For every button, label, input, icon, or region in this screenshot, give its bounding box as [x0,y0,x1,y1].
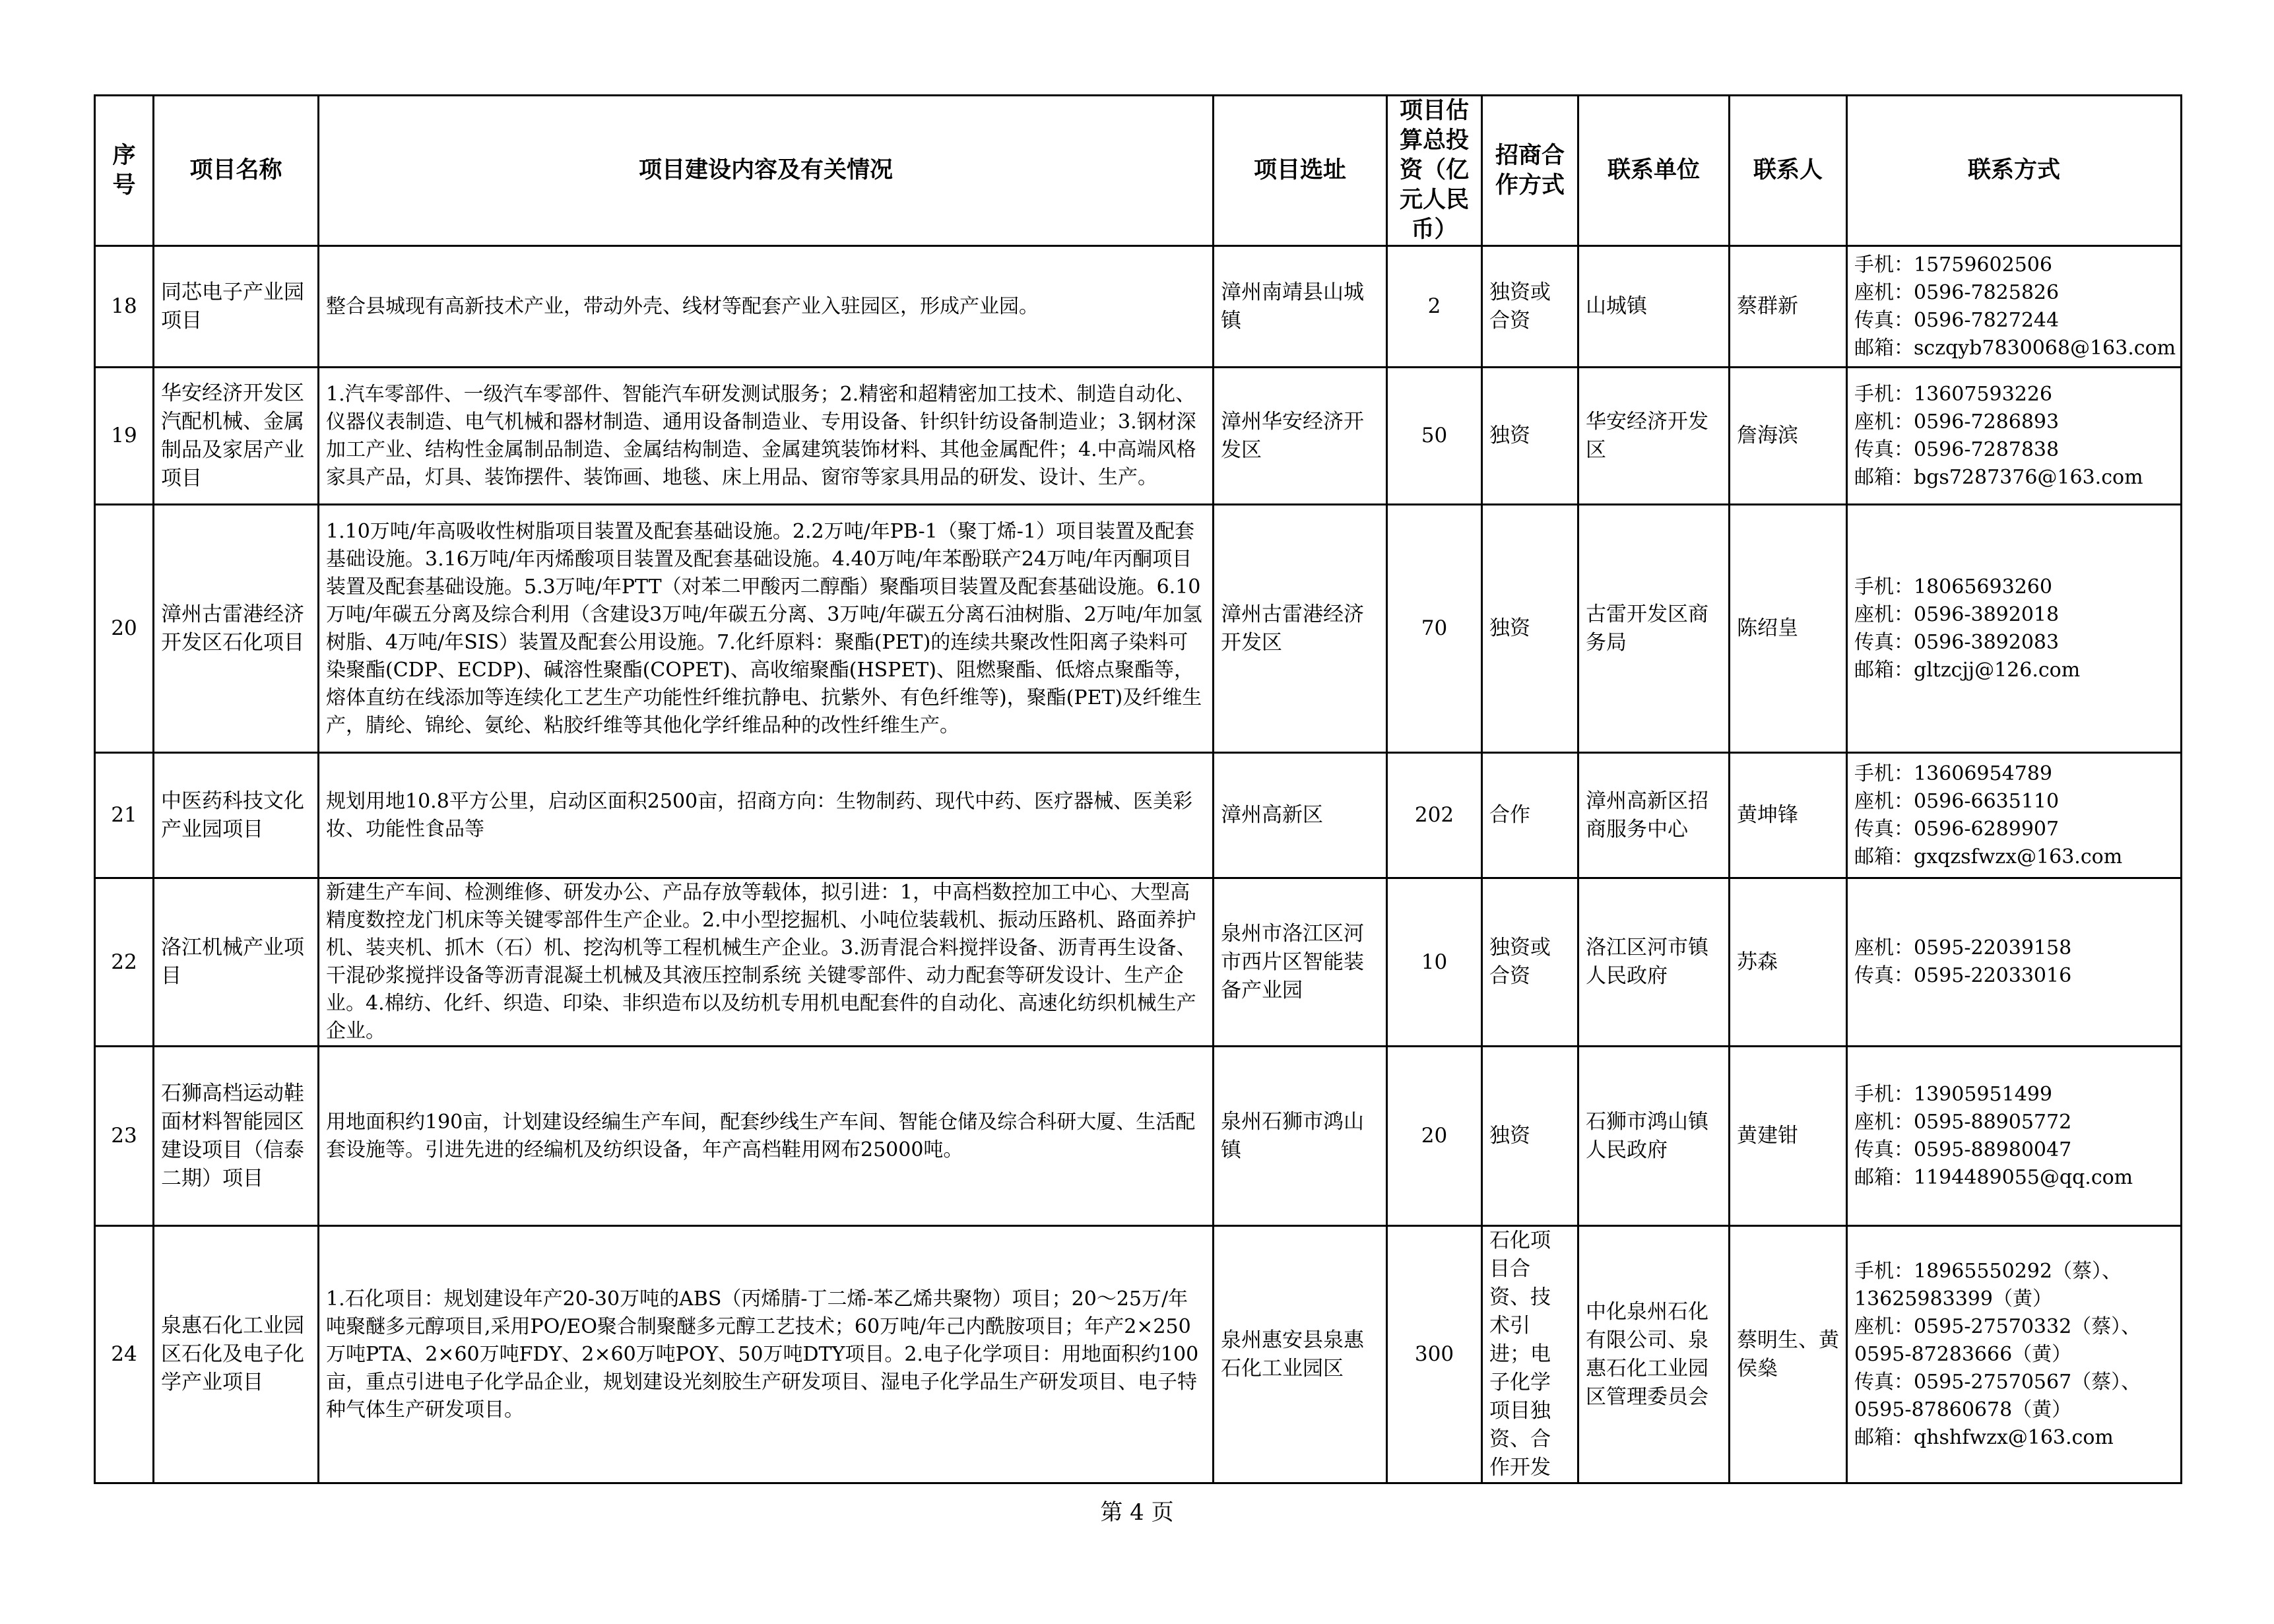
table-row [95,505,2182,753]
row-name-cell: 华安经济开发区汽配机械、金属制品及家居产业项目 [154,368,319,505]
row-content-cell: 新建生产车间、检测维修、研发办公、产品存放等载体，拟引进：1，中高档数控加工中心、大型高精度数控龙门机床等关键零部件生产企业。2.中小型挖掘机、小吨位装载机、振动压路机、路面养护机、装夹机、抓木（石）机、挖沟机等工程机械生产企业。3.沥青混合料搅拌设备、沥青再生设备、干混砂浆搅拌设备等沥青混凝土机械及其液压控制系统 关键零部件、动力配套等研发设计、生产企业。4.棉纺、化纤、织造、印染、非织造布以及纺机专用机电配套件的自动化、高速化纺织机械生产企业。 [319,878,1214,1047]
row-content-cell: 1.石化项目：规划建设年产20-30万吨的ABS（丙烯腈-丁二烯-苯乙烯共聚物）项目；20～25万/年吨聚醚多元醇项目,采用PO/EO聚合制聚醚多元醇工艺技术；60万吨/年己内酰胺项目；年产2×250万吨PTA、2×60万吨FDY、2×60万吨POY、50万吨DTY项目。2.电子化学项目：用地面积约100亩，重点引进电子化学品企业，规划建设光刻胶生产研发项目、湿电子化学品生产研发项目、电子特种气体生产研发项目。 [319,1226,1214,1483]
row-person-cell: 詹海滨 [1730,368,1847,505]
contact-line: 座机：0595-27570332（蔡）、 [1854,1315,2141,1338]
contact-line: 手机：15759602506 [1854,253,2052,276]
contact-line: 手机：13607593226 [1854,382,2052,406]
contact-line: 传真：0596-7287838 [1854,438,2060,461]
page-number: 第 4 页 [1100,1499,1174,1526]
header-row [95,96,2182,246]
contact-line: 座机：0595-22039158 [1854,936,2072,959]
contact-line: 传真：0595-88980047 [1854,1138,2072,1161]
table-row [95,878,2182,1047]
row-person-cell: 苏森 [1730,878,1847,1047]
contact-line: 手机：18965550292（蔡）、 [1854,1259,2122,1283]
row-unit-cell: 山城镇 [1578,246,1730,368]
row-person-cell: 黄建钳 [1730,1047,1847,1226]
row-content-cell: 整合县城现有高新技术产业，带动外壳、线材等配套产业入驻园区，形成产业园。 [319,246,1214,368]
table-row [95,1226,2182,1483]
contact-line: 座机：0596-6635110 [1854,789,2060,813]
row-contact-cell [1847,753,2182,878]
row-content-cell: 用地面积约190亩，计划建设经编生产车间，配套纱线生产车间、智能仓储及综合科研大厦、生活配套设施等。引进先进的经编机及纺织设备，年产高档鞋用网布25000吨。 [319,1047,1214,1226]
row-investment-cell: 300 [1387,1226,1482,1483]
contact-line: 邮箱：bgs7287376@163.com [1854,465,2143,489]
table-row [95,368,2182,505]
row-person-cell: 蔡明生、黄侯燊 [1730,1226,1847,1483]
contact-line: 座机：0596-7286893 [1854,410,2060,434]
row-investment-cell: 10 [1387,878,1482,1047]
row-seq-cell: 18 [95,246,154,368]
row-seq-cell: 23 [95,1047,154,1226]
row-name-cell: 同芯电子产业园项目 [154,246,319,368]
header-content: 项目建设内容及有关情况 [319,96,1214,246]
row-contact-cell [1847,368,2182,505]
table-row [95,753,2182,878]
row-mode-cell: 合作 [1482,753,1578,878]
row-contact-cell [1847,246,2182,368]
contact-line: 传真：0596-3892083 [1854,630,2060,654]
header-person: 联系人 [1730,96,1847,246]
header-mode: 招商合作方式 [1482,96,1578,246]
row-name-cell: 洛江机械产业项目 [154,878,319,1047]
row-seq-cell: 19 [95,368,154,505]
row-location-cell: 漳州高新区 [1214,753,1387,878]
row-unit-cell: 古雷开发区商务局 [1578,505,1730,753]
table-row [95,246,2182,368]
row-person-cell: 陈绍皇 [1730,505,1847,753]
row-person-cell: 蔡群新 [1730,246,1847,368]
row-location-cell: 漳州南靖县山城镇 [1214,246,1387,368]
contact-line: 传真：0595-27570567（蔡）、 [1854,1370,2141,1394]
contact-line: 传真：0596-6289907 [1854,817,2060,841]
row-investment-cell: 50 [1387,368,1482,505]
row-name-cell: 漳州古雷港经济开发区石化项目 [154,505,319,753]
contact-line: 邮箱：1194489055@qq.com [1854,1165,2133,1189]
row-mode-cell: 石化项目合资、技术引进；电子化学项目独资、合作开发 [1482,1226,1578,1483]
row-unit-cell: 中化泉州石化有限公司、泉惠石化工业园区管理委员会 [1578,1226,1730,1483]
contact-line: 座机：0596-3892018 [1854,602,2060,626]
row-name-cell: 中医药科技文化产业园项目 [154,753,319,878]
row-unit-cell: 洛江区河市镇人民政府 [1578,878,1730,1047]
header-contact: 联系方式 [1847,96,2182,246]
header-location: 项目选址 [1214,96,1387,246]
row-seq-cell: 24 [95,1226,154,1483]
row-contact-cell [1847,878,2182,1047]
row-investment-cell: 70 [1387,505,1482,753]
row-seq-cell: 22 [95,878,154,1047]
header-name: 项目名称 [154,96,319,246]
header-investment: 项目估算总投资（亿元人民币） [1387,96,1482,246]
row-location-cell: 泉州惠安县泉惠石化工业园区 [1214,1226,1387,1483]
row-location-cell: 泉州石狮市鸿山镇 [1214,1047,1387,1226]
contact-line: 0595-87283666（黄） [1854,1342,2072,1366]
project-table [94,94,2182,1484]
row-name-cell: 石狮高档运动鞋面材料智能园区建设项目（信泰二期）项目 [154,1047,319,1226]
contact-line: 邮箱：gltzcjj@126.com [1854,658,2081,682]
row-mode-cell: 独资 [1482,368,1578,505]
row-content-cell: 1.10万吨/年高吸收性树脂项目装置及配套基础设施。2.2万吨/年PB-1（聚丁烯-1）项目装置及配套基础设施。3.16万吨/年丙烯酸项目装置及配套基础设施。4.40万吨/年苯酚联产24万吨/年丙酮项目装置及配套基础设施。5.3万吨/年PTT（对苯二甲酸丙二醇酯）聚酯项目装置及配套基础设施。6.10万吨/年碳五分离及综合利用（含建设3万吨/年碳五分离、3万吨/年碳五分离石油树脂、2万吨/年加氢树脂、4万吨/年SIS）装置及配套公用设施。7.化纤原料：聚酯(PET)的连续共聚改性阳离子染料可染聚酯(CDP、ECDP)、碱溶性聚酯(COPET)、高收缩聚酯(HSPET)、阻燃聚酯、低熔点聚酯等，熔体直纺在线添加等连续化工艺生产功能性纤维抗静电、抗紫外、有色纤维等)，聚酯(PET)及纤维生产，腈纶、锦纶、氨纶、粘胶纤维等其他化学纤维品种的改性纤维生产。 [319,505,1214,753]
row-contact-cell [1847,1047,2182,1226]
row-mode-cell: 独资或合资 [1482,878,1578,1047]
row-mode-cell: 独资 [1482,505,1578,753]
contact-line: 传真：0595-22033016 [1854,964,2072,987]
row-contact-cell [1847,505,2182,753]
table-row [95,1047,2182,1226]
contact-line: 座机：0596-7825826 [1854,280,2060,304]
contact-line: 手机：18065693260 [1854,575,2052,599]
row-seq-cell: 20 [95,505,154,753]
contact-line: 邮箱：sczqyb7830068@163.com [1854,336,2176,360]
header-unit: 联系单位 [1578,96,1730,246]
row-mode-cell: 独资或合资 [1482,246,1578,368]
contact-line: 手机：13606954789 [1854,762,2052,785]
row-name-cell: 泉惠石化工业园区石化及电子化学产业项目 [154,1226,319,1483]
row-unit-cell: 华安经济开发区 [1578,368,1730,505]
contact-line: 0595-87860678（黄） [1854,1398,2072,1421]
row-contact-cell [1847,1226,2182,1483]
contact-line: 手机：13905951499 [1854,1082,2052,1106]
row-location-cell: 漳州古雷港经济开发区 [1214,505,1387,753]
row-location-cell: 漳州华安经济开发区 [1214,368,1387,505]
row-unit-cell: 石狮市鸿山镇人民政府 [1578,1047,1730,1226]
header-seq: 序号 [95,96,154,246]
row-unit-cell: 漳州高新区招商服务中心 [1578,753,1730,878]
row-content-cell: 规划用地10.8平方公里，启动区面积2500亩，招商方向：生物制药、现代中药、医疗器械、医美彩妆、功能性食品等 [319,753,1214,878]
row-location-cell: 泉州市洛江区河市西片区智能装备产业园 [1214,878,1387,1047]
row-content-cell: 1.汽车零部件、一级汽车零部件、智能汽车研发测试服务；2.精密和超精密加工技术、制造自动化、仪器仪表制造、电气机械和器材制造、通用设备制造业、专用设备、针织针纺设备制造业；3.钢材深加工产业、结构性金属制品制造、金属结构制造、金属建筑装饰材料、其他金属配件；4.中高端风格家具产品，灯具、装饰摆件、装饰画、地毯、床上用品、窗帘等家具用品的研发、设计、生产。 [319,368,1214,505]
contact-line: 邮箱：gxqzsfwzx@163.com [1854,845,2123,868]
row-person-cell: 黄坤锋 [1730,753,1847,878]
contact-line: 传真：0596-7827244 [1854,308,2060,332]
row-investment-cell: 202 [1387,753,1482,878]
contact-line: 13625983399（黄） [1854,1287,2052,1311]
row-seq-cell: 21 [95,753,154,878]
row-mode-cell: 独资 [1482,1047,1578,1226]
row-investment-cell: 2 [1387,246,1482,368]
contact-line: 邮箱：qhshfwzx@163.com [1854,1425,2114,1449]
row-investment-cell: 20 [1387,1047,1482,1226]
contact-line: 座机：0595-88905772 [1854,1110,2072,1134]
